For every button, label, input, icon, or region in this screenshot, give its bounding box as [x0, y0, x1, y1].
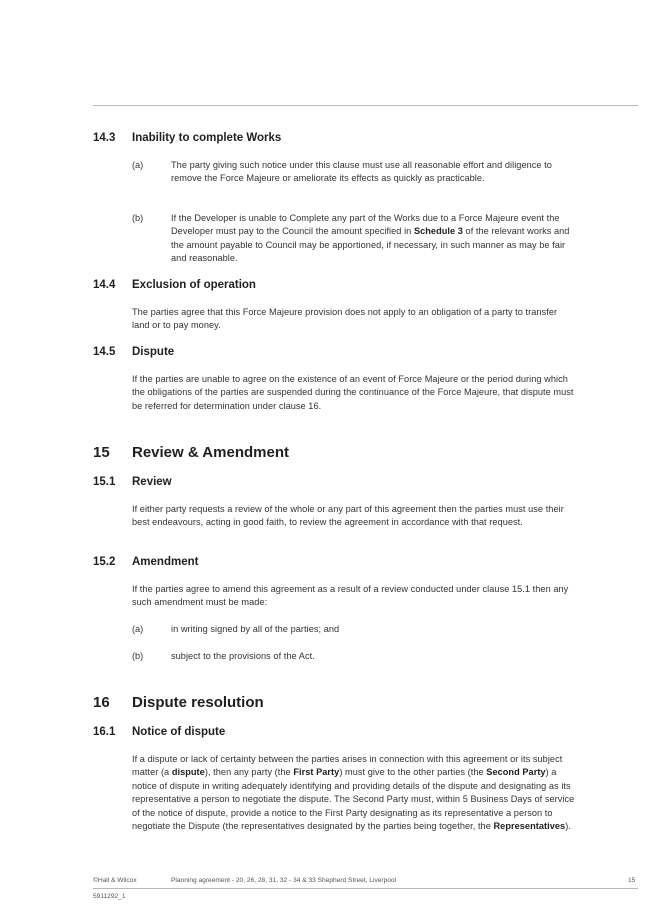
chapter-heading: Review & Amendment — [132, 444, 289, 461]
list-item-text: subject to the provisions of the Act. — [171, 651, 315, 661]
section-heading: Dispute — [132, 346, 175, 358]
paragraph: If a dispute or lack of certainty between the parties arises in connection with this agreement or its subject matter (a dispute), then any party (the First Party) must give to the other parties (the Second Party) a notice of dispute in writing adequately identifying and providing details of the dispute and designating as its representative a person to negotiate the dispute. The Second Party must, within 5 Business Days of service of the notice of dispute, provide a notice to the First Party designating as its representative a person to negotiate the Dispute (the representatives designated by the parties being together, the Representatives). — [132, 754, 575, 832]
document-reference: 5911292_1 — [93, 893, 126, 900]
footer-copyright: ©Hall & Wilcox — [93, 877, 137, 884]
section-number: 15.2 — [93, 556, 116, 568]
header-rule — [93, 105, 638, 106]
list-label: (b) — [132, 213, 144, 223]
paragraph: If the parties are unable to agree on the existence of an event of Force Majeure or the period during which the obligations of the parties are suspended during the continuance of the Force Majeure, that dispute must be referred for determination under clause 16. — [132, 374, 574, 411]
section-number: 14.5 — [93, 346, 116, 358]
section-heading: Notice of dispute — [132, 726, 226, 738]
section-number: 16.1 — [93, 726, 116, 738]
section-heading: Amendment — [132, 556, 199, 568]
section-heading: Review — [132, 476, 172, 488]
list-label: (a) — [132, 624, 144, 634]
chapter-number: 15 — [93, 444, 110, 461]
chapter-number: 16 — [93, 694, 110, 711]
paragraph: If either party requests a review of the whole or any part of this agreement then the parties must use their best endeavours, acting in good faith, to review the agreement in accordance with that request. — [132, 504, 564, 528]
chapter-heading: Dispute resolution — [132, 694, 264, 711]
section-heading: Inability to complete Works — [132, 132, 282, 144]
list-item-text: The party giving such notice under this clause must use all reasonable effort and diligence to remove the Force Majeure or ameliorate its effects as quickly as practicable. — [171, 160, 552, 184]
list-label: (a) — [132, 160, 144, 170]
list-item-text: in writing signed by all of the parties; and — [171, 624, 340, 634]
section-number: 14.4 — [93, 279, 116, 291]
paragraph: If the parties agree to amend this agreement as a result of a review conducted under clause 15.1 then any such amendment must be made: — [132, 584, 569, 608]
section-number: 14.3 — [93, 132, 116, 144]
footer-document-title: Planning agreement - 20, 26, 28, 31, 32 - 34 & 33 Shepherd Street, Liverpool — [171, 877, 397, 884]
list-item-text: If the Developer is unable to Complete any part of the Works due to a Force Majeure event the Developer must pay to the Council the amount specified in Schedule 3 of the relevant works and the amount payable to Council may be apportioned, if necessary, in such manner as may be fair and reasonable. — [171, 213, 570, 264]
paragraph: The parties agree that this Force Majeure provision does not apply to an obligation of a party to transfer land or to pay money. — [132, 307, 558, 331]
section-heading: Exclusion of operation — [132, 279, 256, 291]
footer-rule — [93, 888, 638, 889]
section-number: 15.1 — [93, 476, 116, 488]
list-label: (b) — [132, 651, 144, 661]
page-number: 15 — [628, 877, 636, 884]
